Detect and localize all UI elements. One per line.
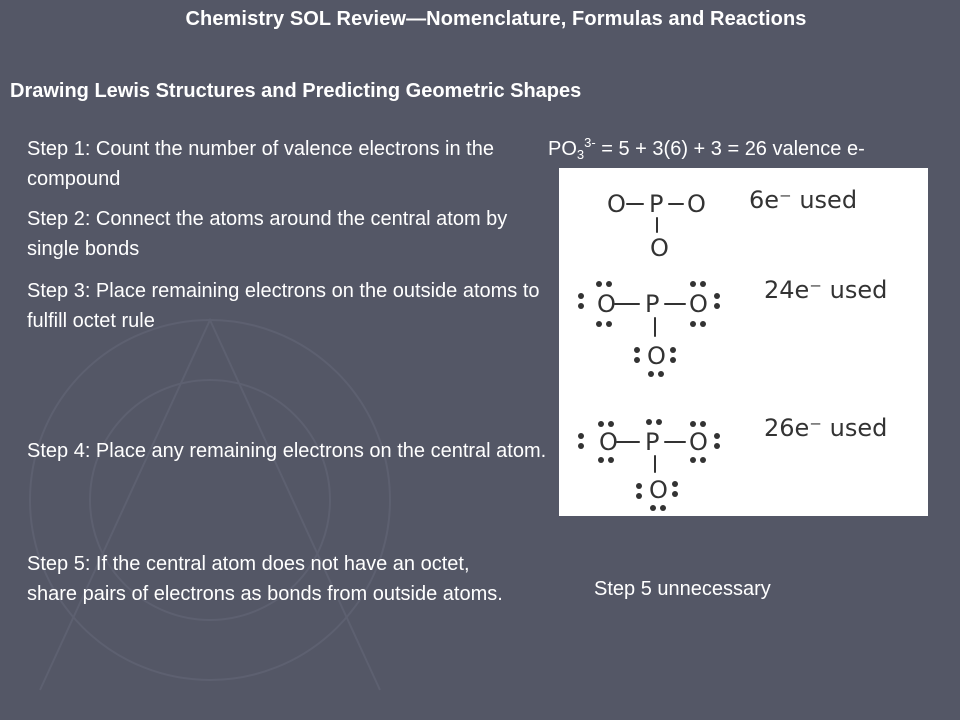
formula-prefix: PO (548, 138, 577, 160)
lewis-structure-drawing (559, 168, 928, 516)
electron-count-label: 6e⁻ used (749, 186, 858, 214)
oxygen-atom: O (647, 342, 666, 370)
valence-electron-formula (548, 134, 865, 164)
step-5-text: Step 5: If the central atom does not have an octet, share pairs of electrons as bonds from outside atoms. (27, 553, 503, 605)
step-3-text: Step 3: Place remaining electrons on the outside atoms to fulfill octet rule (27, 280, 540, 332)
electron-count-label: 26e⁻ used (764, 414, 888, 442)
step-4-text: Step 4: Place any remaining electrons on the central atom. (27, 440, 547, 462)
oxygen-atom: O (597, 290, 616, 318)
oxygen-atom: O (689, 428, 708, 456)
oxygen-atom: O (649, 476, 668, 504)
lewis-structure-1 (607, 186, 857, 262)
step-5-note: Step 5 unnecessary (594, 578, 771, 600)
formula-subscript: 3 (576, 147, 585, 162)
formula-superscript: 3- (584, 135, 596, 150)
section-subtitle: Drawing Lewis Structures and Predicting Geometric Shapes (10, 80, 582, 102)
formula-rest: = 5 + 3(6) + 3 = 26 valence e- (595, 138, 865, 160)
oxygen-atom: O (607, 190, 626, 218)
phosphorus-atom: P (645, 428, 660, 456)
lewis-structure-3 (578, 414, 887, 511)
oxygen-atom: O (687, 190, 706, 218)
oxygen-atom: O (599, 428, 618, 456)
step-1-text: Step 1: Count the number of valence electrons in the compound (27, 138, 494, 190)
oxygen-atom: O (689, 290, 708, 318)
phosphorus-atom: P (649, 190, 664, 218)
step-2-text: Step 2: Connect the atoms around the central atom by single bonds (27, 208, 508, 260)
electron-count-label: 24e⁻ used (764, 276, 888, 304)
phosphorus-atom: P (645, 290, 660, 318)
slide-title: Chemistry SOL Review—Nomenclature, Formulas and Reactions (185, 8, 807, 30)
oxygen-atom: O (650, 234, 669, 262)
lewis-structure-2 (578, 276, 887, 377)
